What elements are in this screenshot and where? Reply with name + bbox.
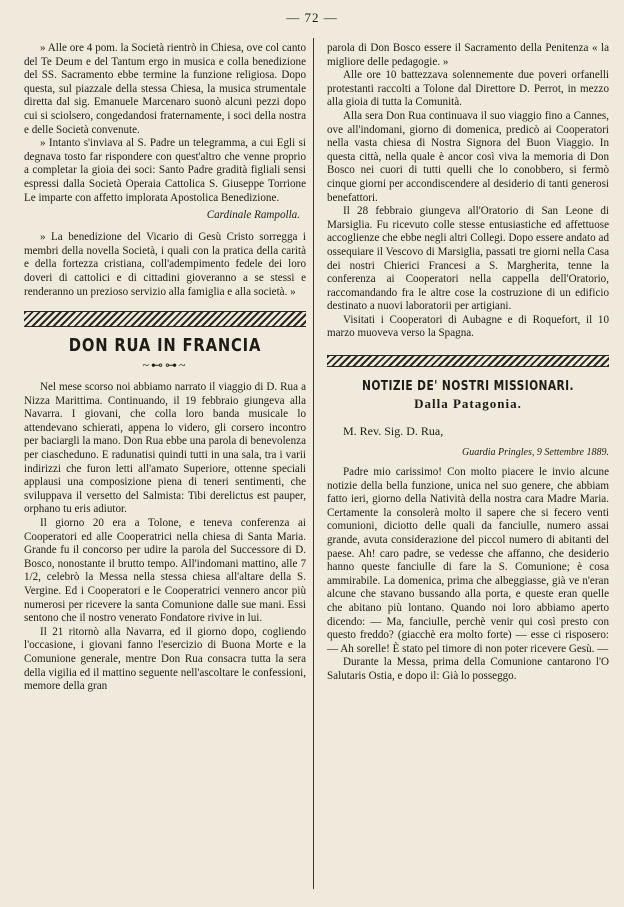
paragraph: Durante la Messa, prima della Comunione cantarono l'O Salutaris Ostia, e dopo il: Già lo posseggo. xyxy=(327,656,609,682)
flourish-ornament: ~⊷⊶~ xyxy=(142,358,188,373)
paragraph: Nel mese scorso noi abbiamo narrato il viaggio di D. Rua a Nizza Marittima. Continuando, il 19 febbraio giungeva alla Navarra. I giovani, che colla loro banda musicale lo attendevano schierati, appena lo videro, gli corsero incontro per baciargli la mano. Don Rua ebbe una parola di benevolenza per ciascheduno. E radunatisi quindi tutti in una sala, tra i varii indirizzi che furon letti all'amato Superiore, ottenne speciali applausi una composizione piena di teneri sentimenti, che sviluppava il versetto del Salmista: Tibi derelictus est pauper, orphano tu eris adiutor. xyxy=(24,381,306,516)
paragraph: Alle ore 10 battezzava solennemente due poveri orfanelli protestanti raccolti a Tolone dal Direttore D. Perrot, in mezzo alla gioia di tutta la Comunità. xyxy=(327,69,609,109)
paragraph: Il 21 ritornò alla Navarra, ed il giorno dopo, cogliendo l'occasione, i giovani fanno l'esercizio di Buona Morte e la Comunione generale, mentre Don Rua consacra tutta la sera della vigilia ed il mattino seguente nell'ascoltare le confessioni, memore della gran xyxy=(24,625,306,693)
paragraph: Alla sera Don Rua continuava il suo viaggio fino a Cannes, ove all'indomani, giorno di domenica, predicò ai Cooperatori nella vasta chiesa di Nostra Signora del Buon Viaggio. In questa città, nella quale è ancor così viva la memoria di Don Bosco nei cuori di tutti quelli che lo conobbero, si fermò cinque giorni per accondiscendere al desiderio di tanti generosi benefattori. xyxy=(327,109,609,204)
letter-salutation: M. Rev. Sig. D. Rua, xyxy=(343,424,444,439)
column-divider xyxy=(313,38,314,889)
subheading: Dalla Patagonia. xyxy=(414,396,522,412)
paragraph: Il 28 febbraio giungeva all'Oratorio di San Leone di Marsiglia. Fu ricevuto colle stesse entusiastiche ed affettuose accoglienze che ebbe negli altri Collegi. Dopo essere andato ad ossequiare il Vescovo di Marsiglia, passati tre giorni nella Casa dei nostri Chierici Francesi a S. Margherita, tenne la conferenza ai Cooperatori nella cappella dell'Oratorio, raccomandando fra le altre cose la costruzione di un edificio destinato a nuovi laboratorii per artigiani. xyxy=(327,205,609,313)
letter-dateline: Guardia Pringles, 9 Settembre 1889. xyxy=(461,447,609,459)
paragraph: parola di Don Bosco essere il Sacramento della Penitenza « la migliore delle pedagogie. » xyxy=(327,42,609,68)
paragraph: » Alle ore 4 pom. la Società rientrò in Chiesa, ove col canto del Te Deum e del Tantum ergo in musica e colla benedizione del SS. Sacramento ebbe termine la funzione religiosa. Dopo questa, sul piazzale della stessa Chiesa, la musica strumentale diretta dal sig. Emanuele Marcenaro suonò alcuni pezzi dopo cui si sciolsero, congedandosi fraternamente, i soci della nostra e delle Società convenute. xyxy=(24,42,306,136)
paragraph: Il giorno 20 era a Tolone, e teneva conferenza ai Cooperatori ed alle Cooperatrici nella chiesa di Santa Maria. Grande fu il concorso per udire la parola del Successore di D. Bosco, nonostante il brutto tempo. All'indomani mattino, alle 7 1/2, celebrò la Messa nella stessa chiesa all'altare della S. Vergine. Ed i Cooperatori e le Cooperatrici vennero ancor più numerosi per ricevere la santa Comunione dalle sue mani. Essi sentono che il nostro venerato Fondatore rivive in lui. xyxy=(24,517,306,625)
right-column xyxy=(327,42,609,684)
section-title: DON RUA IN FRANCIA xyxy=(68,335,262,357)
ornamental-divider xyxy=(24,311,306,327)
paragraph: Visitati i Cooperatori di Aubagne e di Roquefort, il 10 marzo muoveva verso la Spagna. xyxy=(327,313,609,340)
signature: Cardinale Rampolla. xyxy=(206,209,300,222)
paragraph: Padre mio carissimo! Con molto piacere le invio alcune notizie della bella funzione, unica nel suo genere, che abbiam fatto ieri, giorno della Natività della nostra cara Madre Maria. Certamente la consolerà molto il sapere che si fecero venti comunioni, diciotto delle quali da fanciulle, numero assai grande, avuta considerazione del piccol numero di abitanti del paese. Ah! caro padre, se vedesse che affanno, che desiderio hanno queste fanciulle di fare la S. Comunione; è cosa ammirabile. La domenica, prima che albeggiasse, già ve n'eran alcune che stavano bussando alla porta, e queste eran quelle che abitano più lontano. Quando noi loro abbiamo aperto dicendo: — Ma, fanciulle, perchè venir qui così presto con questo freddo? (giacchè era molto forte) — esse ci risposero: — Ah sorelle! È stato pel timore di non poter ricevere Gesù. — xyxy=(327,466,609,655)
page-number: — 72 — xyxy=(286,10,338,25)
paragraph: » La benedizione del Vicario di Gesù Cristo sorregga i membri della novella Società, i quali con la pratica della carità e della fortezza cristiana, coll'adempimento fedele dei loro doveri di cattolici e di cittadini gioveranno a se stessi e renderanno un prezioso servizio alla famiglia e alla società. » xyxy=(24,231,306,298)
left-column xyxy=(24,42,306,694)
paragraph: » Intanto s'inviava al S. Padre un telegramma, a cui Egli si degnava tosto far rispondere con quest'altro che venne proprio a completar la gioia dei soci: Santo Padre gradità figliali sensi espressi dalla Società Operaia Cattolica S. Giuseppe Torrione Le imparte con affetto implorata Apostolica Benedizione. xyxy=(24,137,306,204)
section-title: NOTIZIE DE' NOSTRI MISSIONARI. xyxy=(361,379,574,395)
ornamental-divider xyxy=(327,355,609,367)
